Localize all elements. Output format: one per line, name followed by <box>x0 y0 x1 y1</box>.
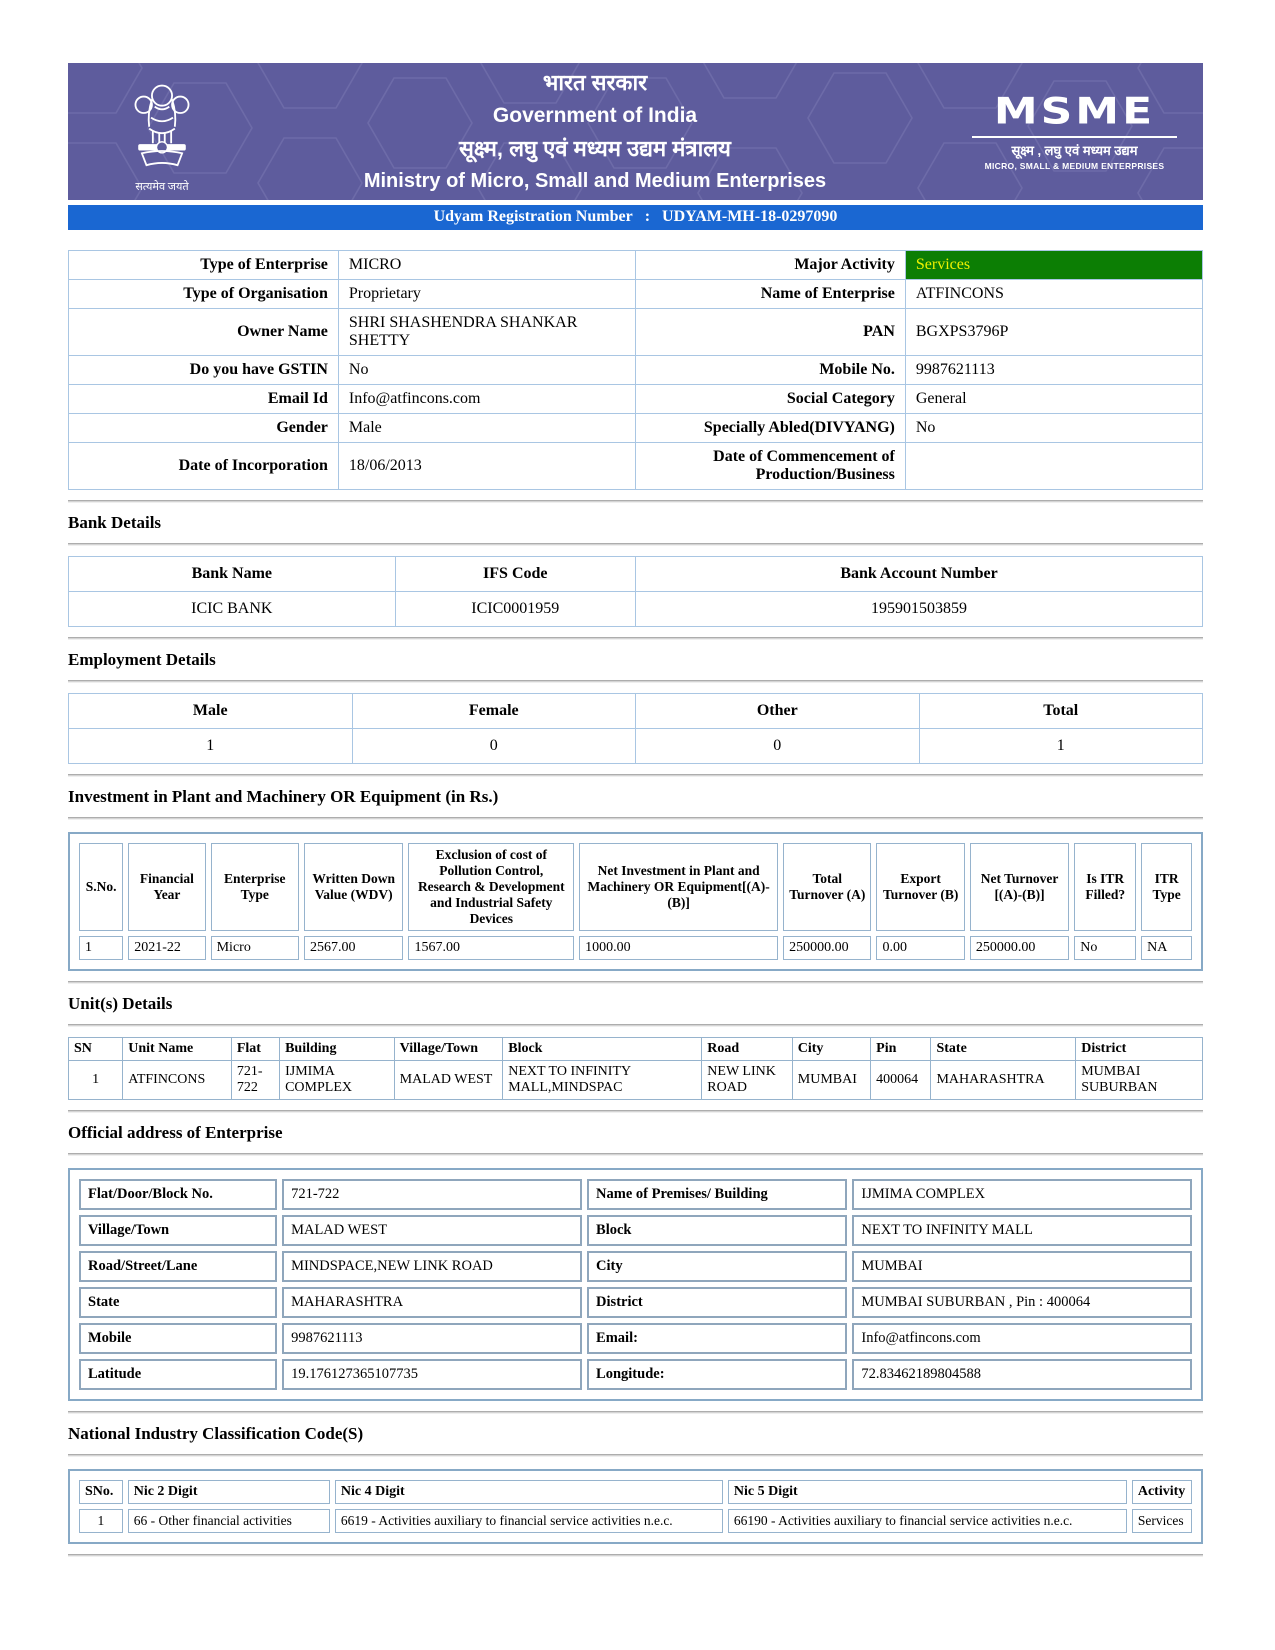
msme-logo-hindi-tagline: सूक्ष्म , लघु एवं मध्यम उद्यम <box>972 136 1177 159</box>
table-cell: 0 <box>636 729 920 764</box>
table-cell: 6619 - Activities auxiliary to financial service activities n.e.c. <box>335 1509 723 1533</box>
section-divider <box>68 1153 1203 1156</box>
field-label: Social Category <box>635 385 905 414</box>
table-cell: 1 <box>79 936 123 960</box>
field-label: Email Id <box>69 385 339 414</box>
table-cell: ICIC0001959 <box>395 592 635 627</box>
column-header: Building <box>280 1038 395 1061</box>
section-divider <box>68 543 1203 546</box>
column-header: City <box>792 1038 870 1061</box>
column-header: Female <box>352 694 636 729</box>
table-cell: 195901503859 <box>635 592 1202 627</box>
field-label: Latitude <box>79 1359 277 1390</box>
column-header: Enterprise Type <box>211 843 299 931</box>
table-cell: NA <box>1141 936 1192 960</box>
field-label: Flat/Door/Block No. <box>79 1179 277 1210</box>
section-divider <box>68 774 1203 777</box>
field-label: Owner Name <box>69 309 339 356</box>
field-value: 721-722 <box>282 1179 582 1210</box>
table-row <box>69 729 1203 764</box>
table-row <box>79 1215 1192 1246</box>
field-value: 9987621113 <box>282 1323 582 1354</box>
field-value <box>905 443 1202 490</box>
banner-english-government: Government of India <box>492 103 698 127</box>
column-header: Unit Name <box>123 1038 232 1061</box>
table-cell: IJMIMA COMPLEX <box>280 1061 395 1100</box>
banner-hindi-ministry: सूक्ष्म, लघु एवं मध्यम उद्यम मंत्रालय <box>459 136 731 162</box>
field-value: MICRO <box>338 251 635 280</box>
table-cell: 66 - Other financial activities <box>128 1509 330 1533</box>
registration-number-label: Udyam Registration Number <box>433 208 633 225</box>
table-header-row <box>79 843 1192 931</box>
section-title-address: Official address of Enterprise <box>68 1123 283 1142</box>
table-cell: NEW LINK ROAD <box>702 1061 792 1100</box>
field-label: Type of Organisation <box>69 280 339 309</box>
table-cell: 1000.00 <box>579 936 778 960</box>
table-row <box>69 414 1203 443</box>
registration-number-value: UDYAM-MH-18-0297090 <box>662 208 838 225</box>
field-label: Village/Town <box>79 1215 277 1246</box>
section-title-employment: Employment Details <box>68 650 216 669</box>
column-header: SN <box>69 1038 123 1061</box>
investment-table <box>74 838 1197 965</box>
field-value: MAHARASHTRA <box>282 1287 582 1318</box>
table-header-row <box>69 694 1203 729</box>
field-label: PAN <box>635 309 905 356</box>
column-header: State <box>931 1038 1076 1061</box>
section-divider <box>68 1554 1203 1557</box>
table-header-row <box>69 557 1203 592</box>
section-divider <box>68 1024 1203 1027</box>
table-row <box>69 1061 1203 1100</box>
address-table-box <box>68 1168 1203 1401</box>
major-activity-badge: Services <box>905 251 1202 280</box>
section-divider <box>68 637 1203 640</box>
column-header: Written Down Value (WDV) <box>304 843 403 931</box>
table-row <box>69 280 1203 309</box>
field-label: Type of Enterprise <box>69 251 339 280</box>
nic-table-box <box>68 1469 1203 1544</box>
field-label: Name of Premises/ Building <box>587 1179 847 1210</box>
banner-english-ministry: Ministry of Micro, Small and Medium Enterprises <box>363 170 827 193</box>
table-cell: 66190 - Activities auxiliary to financial service activities n.e.c. <box>728 1509 1127 1533</box>
field-value: Info@atfincons.com <box>338 385 635 414</box>
column-header: Total Turnover (A) <box>783 843 871 931</box>
column-header: Total <box>919 694 1203 729</box>
table-cell: 250000.00 <box>970 936 1069 960</box>
field-label: Do you have GSTIN <box>69 356 339 385</box>
table-cell: 1 <box>79 1509 123 1533</box>
column-header: Village/Town <box>394 1038 503 1061</box>
field-value: NEXT TO INFINITY MALL <box>852 1215 1192 1246</box>
msme-logo <box>972 92 1177 171</box>
column-header: S.No. <box>79 843 123 931</box>
table-row <box>79 936 1192 960</box>
table-row <box>69 309 1203 356</box>
field-label: Name of Enterprise <box>635 280 905 309</box>
employment-details-table <box>68 693 1203 764</box>
field-label: District <box>587 1287 847 1318</box>
field-value: 9987621113 <box>905 356 1202 385</box>
table-cell: ICIC BANK <box>69 592 396 627</box>
section-title-nic: National Industry Classification Code(S) <box>68 1424 364 1443</box>
field-value: IJMIMA COMPLEX <box>852 1179 1192 1210</box>
field-label: Major Activity <box>635 251 905 280</box>
banner-hindi-government: भारत सरकार <box>542 69 648 95</box>
field-label: Longitude: <box>587 1359 847 1390</box>
column-header: Net Investment in Plant and Machinery OR Equipment[(A)-(B)] <box>579 843 778 931</box>
table-row <box>79 1359 1192 1390</box>
table-cell: Micro <box>211 936 299 960</box>
section-divider <box>68 817 1203 820</box>
field-value: MUMBAI SUBURBAN , Pin : 400064 <box>852 1287 1192 1318</box>
bank-details-table <box>68 556 1203 627</box>
field-value: MINDSPACE,NEW LINK ROAD <box>282 1251 582 1282</box>
table-row <box>79 1287 1192 1318</box>
table-cell: 400064 <box>871 1061 931 1100</box>
field-value: Info@atfincons.com <box>852 1323 1192 1354</box>
table-cell: NEXT TO INFINITY MALL,MINDSPAC <box>503 1061 702 1100</box>
national-emblem-icon <box>106 70 218 194</box>
table-cell: No <box>1074 936 1136 960</box>
column-header: Bank Account Number <box>635 557 1202 592</box>
field-value: 18/06/2013 <box>338 443 635 490</box>
table-cell: 0 <box>352 729 636 764</box>
table-row <box>69 251 1203 280</box>
column-header: Road <box>702 1038 792 1061</box>
column-header: Export Turnover (B) <box>876 843 964 931</box>
section-title-units: Unit(s) Details <box>68 994 173 1013</box>
field-value: ATFINCONS <box>905 280 1202 309</box>
registration-number-bar <box>68 205 1203 230</box>
table-cell: 1 <box>919 729 1203 764</box>
section-divider <box>68 1411 1203 1414</box>
field-value: General <box>905 385 1202 414</box>
field-label: Date of Commencement of Production/Business <box>635 443 905 490</box>
column-header: Other <box>636 694 920 729</box>
column-header: Nic 2 Digit <box>128 1480 330 1504</box>
field-value: 19.176127365107735 <box>282 1359 582 1390</box>
column-header: Is ITR Filled? <box>1074 843 1136 931</box>
column-header: Flat <box>231 1038 279 1061</box>
table-cell: MUMBAI <box>792 1061 870 1100</box>
column-header: Nic 5 Digit <box>728 1480 1127 1504</box>
section-title-bank: Bank Details <box>68 513 162 532</box>
field-label: Mobile <box>79 1323 277 1354</box>
msme-logo-english-tagline: MICRO, SMALL & MEDIUM ENTERPRISES <box>984 160 1165 171</box>
section-divider <box>68 1110 1203 1113</box>
column-header: Nic 4 Digit <box>335 1480 723 1504</box>
table-cell: 250000.00 <box>783 936 871 960</box>
field-label: State <box>79 1287 277 1318</box>
table-cell: MALAD WEST <box>394 1061 503 1100</box>
column-header: Exclusion of cost of Pollution Control, Research & Development and Industrial Safety Devices <box>408 843 574 931</box>
column-header: Net Turnover [(A)-(B)] <box>970 843 1069 931</box>
address-table <box>74 1174 1197 1395</box>
table-row <box>69 443 1203 490</box>
table-cell: 1 <box>69 1061 123 1100</box>
banner-titles <box>218 66 972 198</box>
field-value: 72.83462189804588 <box>852 1359 1192 1390</box>
column-header: Bank Name <box>69 557 396 592</box>
table-row <box>69 356 1203 385</box>
field-value: Proprietary <box>338 280 635 309</box>
table-row <box>79 1509 1192 1533</box>
column-header: ITR Type <box>1141 843 1192 931</box>
column-header: Male <box>69 694 353 729</box>
table-cell: 0.00 <box>876 936 964 960</box>
field-label: Email: <box>587 1323 847 1354</box>
field-value: BGXPS3796P <box>905 309 1202 356</box>
section-divider <box>68 1454 1203 1457</box>
section-divider <box>68 981 1203 984</box>
field-label: City <box>587 1251 847 1282</box>
section-divider <box>68 680 1203 683</box>
column-header: Block <box>503 1038 702 1061</box>
section-title-investment: Investment in Plant and Machinery OR Equipment (in Rs.) <box>68 787 499 806</box>
investment-table-box <box>68 832 1203 971</box>
column-header: Activity <box>1132 1480 1192 1504</box>
table-header-row <box>69 1038 1203 1061</box>
emblem-caption: सत्यमेव जयते <box>135 180 189 193</box>
column-header: Financial Year <box>128 843 205 931</box>
table-header-row <box>79 1480 1192 1504</box>
msme-logo-word: MSME <box>993 90 1156 133</box>
table-cell: MAHARASHTRA <box>931 1061 1076 1100</box>
field-label: Date of Incorporation <box>69 443 339 490</box>
field-label: Road/Street/Lane <box>79 1251 277 1282</box>
table-cell: ATFINCONS <box>123 1061 232 1100</box>
field-value: MALAD WEST <box>282 1215 582 1246</box>
table-cell: 1567.00 <box>408 936 574 960</box>
field-value: MUMBAI <box>852 1251 1192 1282</box>
field-label: Gender <box>69 414 339 443</box>
field-value: Male <box>338 414 635 443</box>
field-value: No <box>905 414 1202 443</box>
table-cell: 2021-22 <box>128 936 205 960</box>
table-cell: 721-722 <box>231 1061 279 1100</box>
field-label: Mobile No. <box>635 356 905 385</box>
field-label: Specially Abled(DIVYANG) <box>635 414 905 443</box>
column-header: Pin <box>871 1038 931 1061</box>
table-row <box>79 1179 1192 1210</box>
nic-table <box>74 1475 1197 1538</box>
units-table <box>68 1037 1203 1100</box>
column-header: District <box>1076 1038 1203 1061</box>
registration-number-separator: : <box>644 208 651 225</box>
government-banner <box>68 63 1203 200</box>
field-value: SHRI SHASHENDRA SHANKAR SHETTY <box>338 309 635 356</box>
field-label: Block <box>587 1215 847 1246</box>
field-value: No <box>338 356 635 385</box>
table-cell: 1 <box>69 729 353 764</box>
section-divider <box>68 500 1203 503</box>
table-row <box>79 1251 1192 1282</box>
table-row <box>79 1323 1192 1354</box>
table-row <box>69 385 1203 414</box>
table-cell: Services <box>1132 1509 1192 1533</box>
enterprise-details-table <box>68 250 1203 490</box>
table-cell: 2567.00 <box>304 936 403 960</box>
column-header: IFS Code <box>395 557 635 592</box>
table-row <box>69 592 1203 627</box>
column-header: SNo. <box>79 1480 123 1504</box>
table-cell: MUMBAI SUBURBAN <box>1076 1061 1203 1100</box>
